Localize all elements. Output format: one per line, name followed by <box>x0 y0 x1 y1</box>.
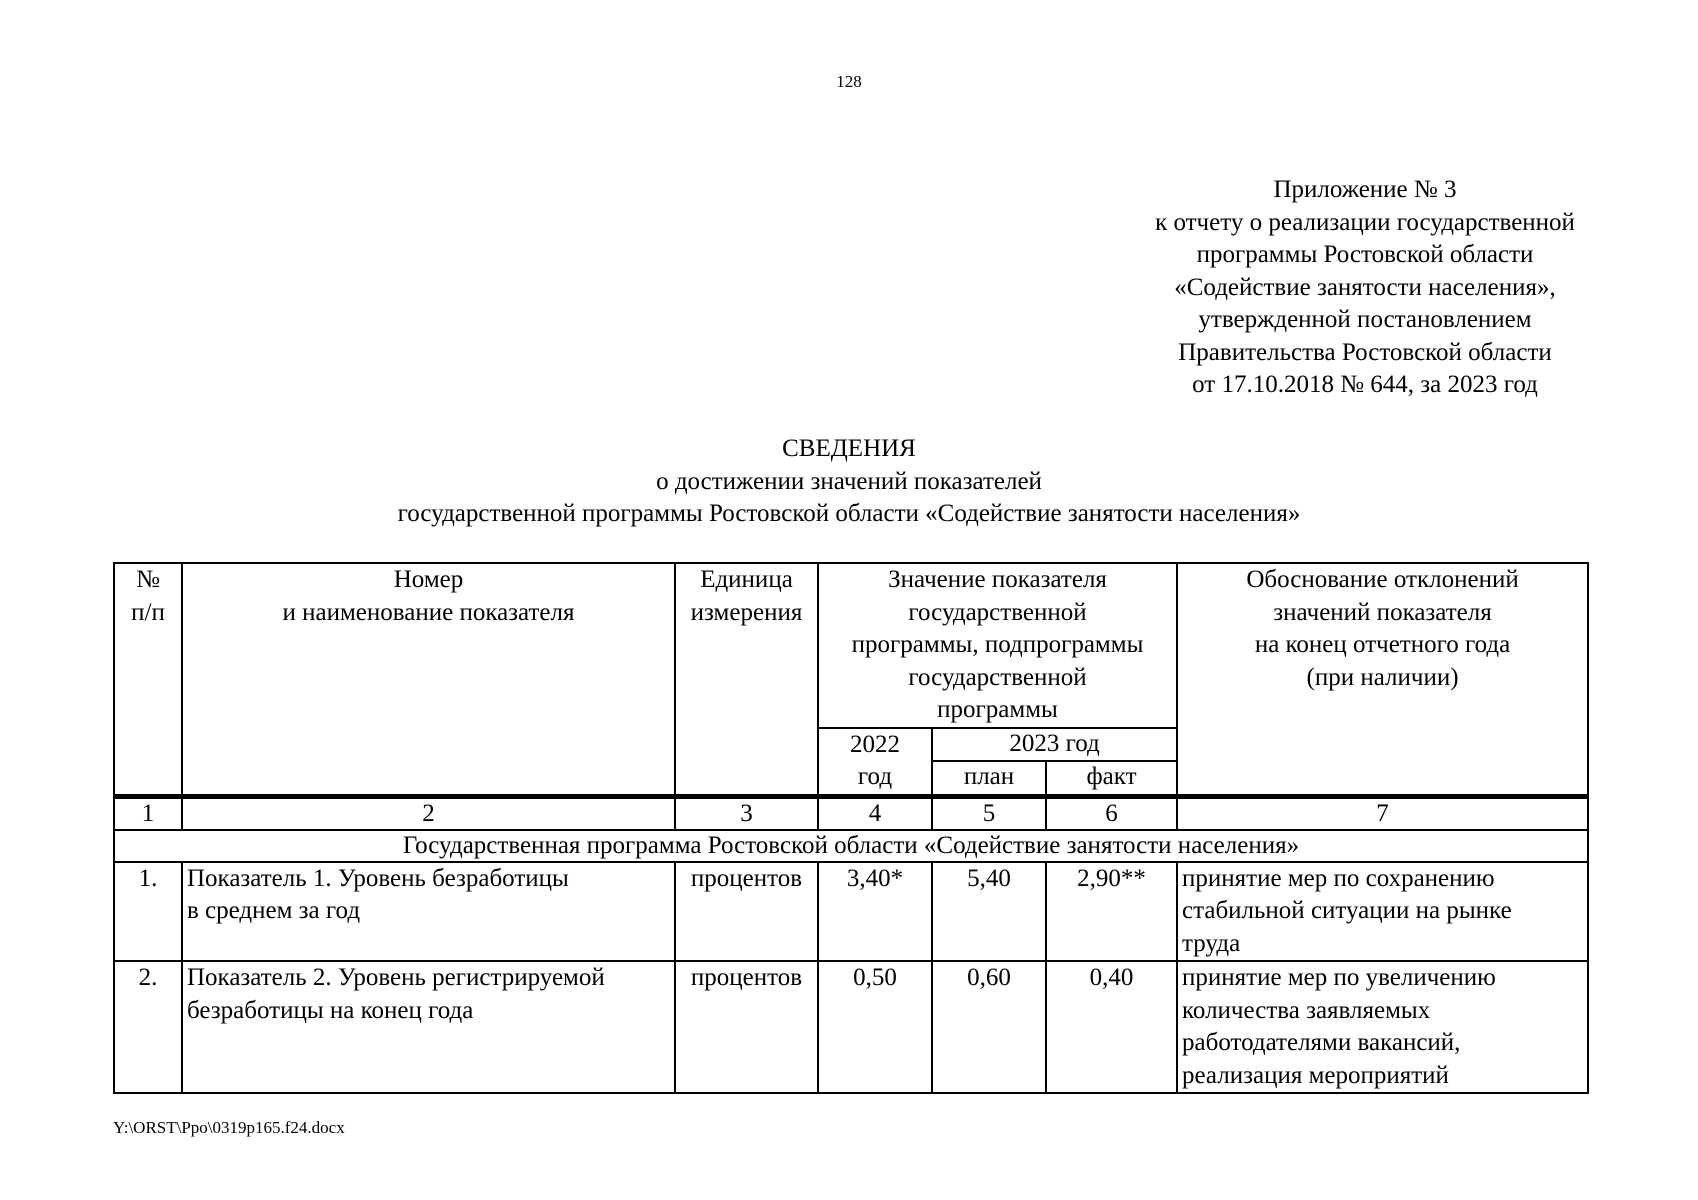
row-value-fact: 0,40 <box>1046 961 1177 1093</box>
header-value: Значение показателя государственной программы, подпрограммы государственной программы <box>818 563 1177 728</box>
header-year-2022: 2022 год <box>818 728 932 797</box>
row-value-2022: 0,50 <box>818 961 932 1093</box>
column-numbers-row <box>114 796 1588 830</box>
row-name: Показатель 1. Уровень безработицы в среднем за год <box>182 862 675 962</box>
column-number: 4 <box>818 796 932 830</box>
row-unit: процентов <box>675 862 818 962</box>
annex-line: Правительства Ростовской области <box>1178 338 1552 366</box>
header-reason: Обоснование отклонений значений показателя на конец отчетного года (при наличии) <box>1177 563 1588 796</box>
row-value-2022: 3,40* <box>818 862 932 962</box>
document-heading <box>0 433 1698 531</box>
column-number: 6 <box>1046 796 1177 830</box>
document-title: СВЕДЕНИЯ <box>782 435 916 462</box>
annex-line: программы Ростовской области <box>1196 241 1534 268</box>
annex-block <box>1095 174 1635 402</box>
row-value-plan: 5,40 <box>932 862 1046 962</box>
column-number: 3 <box>675 796 818 830</box>
header-year-2023: 2023 год <box>932 728 1177 761</box>
page-number: 128 <box>836 72 862 91</box>
header-name: Номер и наименование показателя <box>182 563 675 796</box>
annex-line: утвержденной постановлением <box>1198 306 1532 333</box>
section-row <box>114 830 1588 862</box>
row-value-fact: 2,90** <box>1046 862 1177 962</box>
document-subtitle: государственной программы Ростовской области «Содействие занятости населения» <box>397 500 1301 527</box>
file-path-footer: Y:\ORST\Ppo\0319p165.f24.docx <box>113 1118 345 1137</box>
row-value-plan: 0,60 <box>932 961 1046 1093</box>
header-unit: Единица измерения <box>675 563 818 796</box>
row-reason: принятие мер по увеличению количества заявляемых работодателями вакансий, реализация мероприятий <box>1177 961 1588 1093</box>
row-unit: процентов <box>675 961 818 1093</box>
row-name: Показатель 2. Уровень регистрируемой безработицы на конец года <box>182 961 675 1093</box>
table-row <box>114 961 1588 1093</box>
section-title: Государственная программа Ростовской области «Содействие занятости населения» <box>114 830 1588 862</box>
document-subtitle: о достижении значений показателей <box>656 467 1042 495</box>
annex-line: Приложение № 3 <box>1273 176 1457 203</box>
header-fact: факт <box>1046 761 1177 796</box>
row-num: 2. <box>114 961 182 1093</box>
annex-line: к отчету о реализации государственной <box>1155 208 1575 236</box>
header-num: № п/п <box>114 563 182 796</box>
column-number: 1 <box>114 796 182 830</box>
header-row <box>114 563 1588 728</box>
annex-line: от 17.10.2018 № 644, за 2023 год <box>1192 371 1538 398</box>
annex-line: «Содействие занятости населения», <box>1174 273 1556 301</box>
column-number: 5 <box>932 796 1046 830</box>
column-number: 2 <box>182 796 675 830</box>
indicators-table <box>113 562 1589 1094</box>
table-row <box>114 862 1588 962</box>
header-plan: план <box>932 761 1046 796</box>
row-num: 1. <box>114 862 182 962</box>
row-reason: принятие мер по сохранению стабильной ситуации на рынке труда <box>1177 862 1588 962</box>
column-number: 7 <box>1177 796 1588 830</box>
